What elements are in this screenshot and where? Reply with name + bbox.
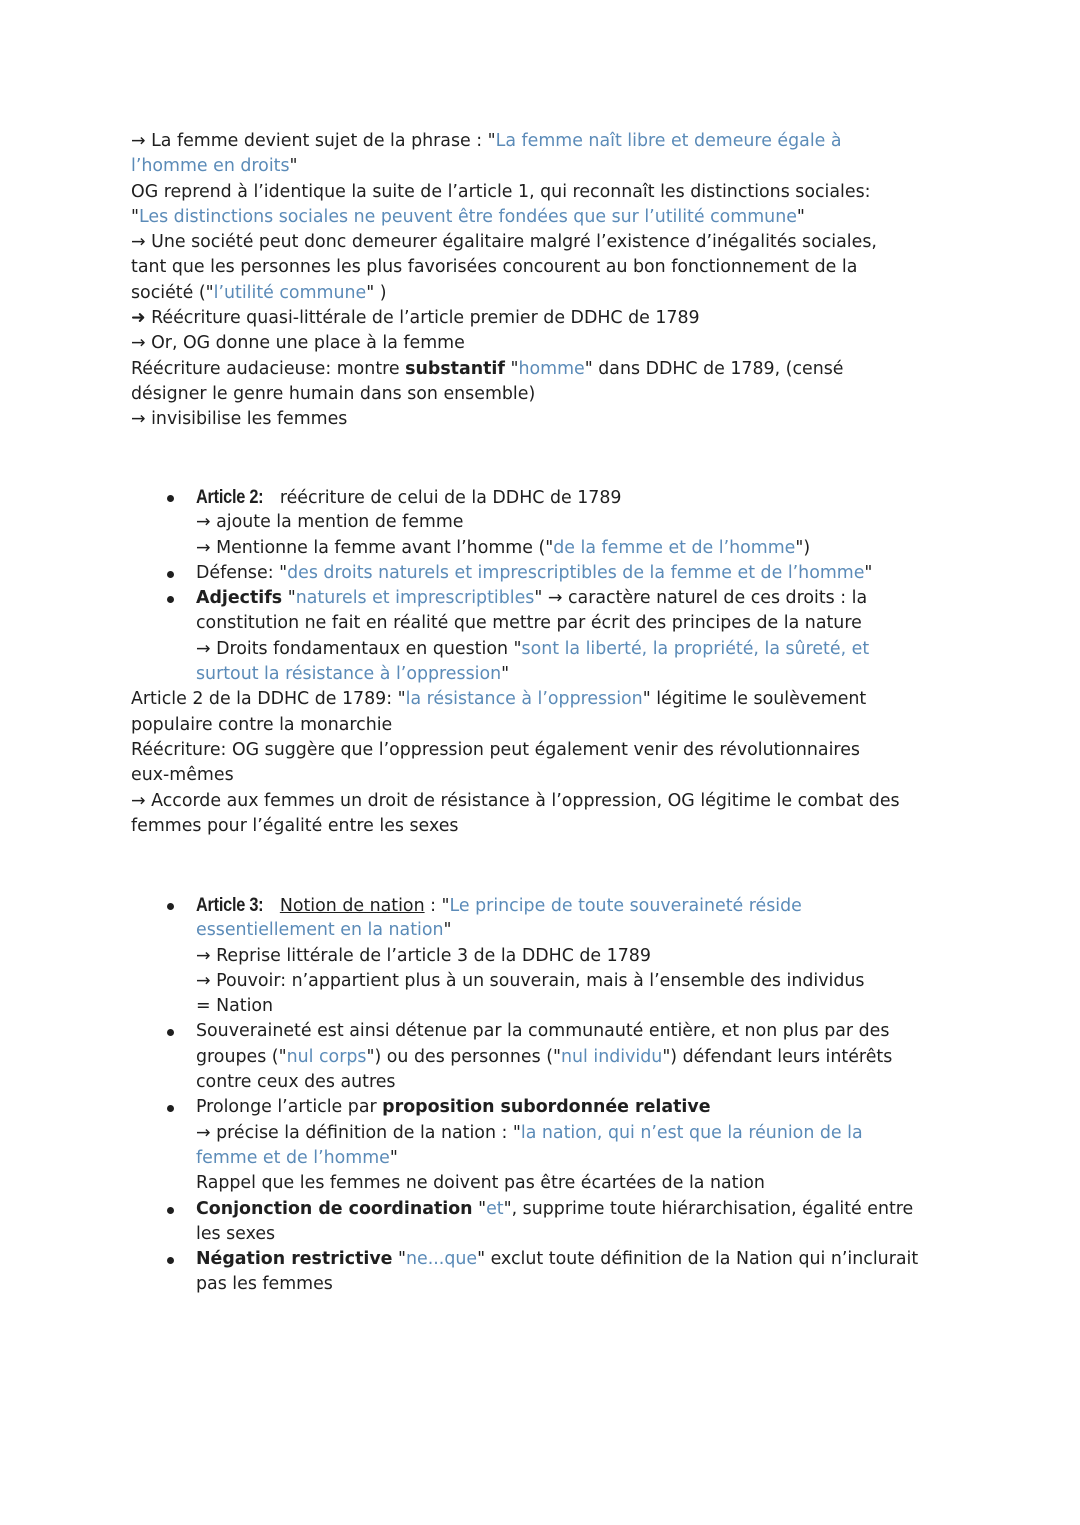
text-line [131,1146,961,1171]
text: ") défendant leurs intérêts [662,1046,893,1067]
text-line: → invisibilise les femmes [131,409,348,430]
bold-term: Conjonction de coordination [196,1198,473,1219]
text: " [501,664,510,685]
text-line: constitution ne fait en réalité que mettre par écrit des principes de la nature [196,613,862,634]
text: " ) [366,282,387,303]
text-line: → ajoute la mention de femme [196,512,464,533]
quote: des droits naturels et imprescriptibles de la femme et de l’homme [287,562,865,583]
bullet-icon [167,571,174,578]
text-line: populaire contre la monarchie [131,714,393,735]
text-line [131,129,961,154]
text: " exclut toute définition de la Nation qui n’inclurait [477,1249,919,1270]
quote: surtout la résistance à l’oppression [196,664,502,685]
text-line: contre ceux des autres [196,1072,396,1093]
text: Article 2 de la DDHC de 1789: " [131,689,406,710]
bullet-icon [167,1207,174,1214]
text: → précise la définition de la nation : " [196,1122,521,1143]
article-2-section [131,485,961,839]
text: " [472,1198,487,1219]
text-line: Rappel que les femmes ne doivent pas être écartées de la nation [196,1173,765,1194]
quote: et [486,1198,504,1219]
text: ") ou des personnes (" [366,1046,561,1067]
text: → La femme devient sujet de la phrase : " [131,131,496,151]
text: Défense: " [196,562,288,583]
quote: essentiellement en la nation [196,920,444,941]
text-line: ➜ Réécriture quasi-littérale de l’article premier de DDHC de 1789 [131,308,700,329]
bullet-item [131,1247,961,1272]
bullet-item [131,561,961,586]
text-line [131,205,961,230]
text-line: femmes pour l’égalité entre les sexes [131,815,459,836]
text: " légitime le soulèvement [642,689,867,710]
text-line: les sexes [196,1223,276,1244]
bullet-icon [167,903,174,910]
text-line: pas les femmes [196,1274,333,1295]
text: " dans DDHC de 1789, (censé [584,358,844,379]
text: société (" [131,282,214,303]
bullet-icon [167,495,174,502]
text: " [389,1147,398,1168]
text-line [131,154,961,179]
quote: naturels et imprescriptibles [295,588,535,609]
bullet-item [131,1095,961,1120]
text: groupes (" [196,1046,287,1067]
quote: l’homme en droits [131,156,290,177]
quote: la résistance à l’oppression [405,689,643,710]
text-line: → Pouvoir: n’appartient plus à un souverain, mais à l’ensemble des individus [196,970,865,991]
quote: ne...que [406,1249,478,1270]
text-line [131,662,961,687]
underlined-term: Notion de nation [279,896,425,916]
text: " [392,1249,407,1270]
text-line: → Or, OG donne une place à la femme [131,333,465,354]
bullet-icon [167,1029,174,1036]
text: : " [424,896,450,916]
text-line: → Accorde aux femmes un droit de résistance à l’oppression, OG légitime le combat des [131,790,900,811]
text-line: → Reprise littérale de l’article 3 de la DDHC de 1789 [196,945,651,966]
text-line: OG reprend à l’identique la suite de l’article 1, qui reconnaît les distinctions sociales: [131,181,871,202]
text-line [131,1045,961,1070]
text: " [282,588,296,609]
text: Souveraineté est ainsi détenue par la communauté entière, et non plus par des [196,1021,890,1042]
quote: nul corps [286,1046,367,1067]
text: " [289,156,298,177]
bullet-item [131,485,961,510]
text: Prolonge l’article par [196,1097,383,1118]
intro-section [131,129,961,433]
text-line [131,687,961,712]
bullet-icon [167,1105,174,1112]
text: → Mentionne la femme avant l’homme (" [196,537,554,558]
text-line [131,357,961,382]
bullet-item [131,1019,961,1044]
quote: Le principe de toute souveraineté réside [449,896,802,916]
quote: sont la liberté, la propriété, la sûreté, et [521,638,870,659]
quote: Les distinctions sociales ne peuvent être fondées que sur l’utilité commune [139,206,797,227]
bold-term: Négation restrictive [196,1249,393,1270]
bold-term: Adjectifs [196,588,283,609]
text: ", supprime toute hiérarchisation, égalité entre [503,1198,914,1219]
article-3-section [131,893,961,1298]
text-line: tant que les personnes les plus favorisées concourent au bon fonctionnement de la [131,257,858,278]
bold-term: proposition subordonnée relative [382,1097,711,1118]
text-line [131,637,961,662]
article-heading: Article 2: [196,487,264,508]
text-line: désigner le genre humain dans son ensemble) [131,383,536,404]
text-line [131,281,961,306]
article-heading: Article 3: [196,895,264,916]
text: réécriture de celui de la DDHC de 1789 [274,488,622,508]
quote: homme [518,358,585,379]
text: → Droits fondamentaux en question " [196,638,522,659]
quote: l’utilité commune [213,282,367,303]
quote: nul individu [561,1046,663,1067]
bullet-item [131,586,961,611]
text-line: = Nation [196,996,274,1017]
text-line: Réécriture: OG suggère que l’oppression peut également venir des révolutionnaires [131,739,860,760]
text-line: eux-mêmes [131,765,234,786]
text: ") [795,537,811,558]
quote: de la femme et de l’homme [553,537,796,558]
quote: la nation, qui n’est que la réunion de la [520,1122,863,1143]
quote: La femme naît libre et demeure égale à [495,131,842,151]
text-line [131,536,961,561]
text-line [131,918,961,943]
text: " [443,920,452,941]
text: " [864,562,873,583]
text: " [796,206,805,227]
text: Réécriture audacieuse: montre [131,358,406,379]
text: " → caractère naturel de ces droits : la [534,588,868,609]
bullet-item [131,1197,961,1222]
bullet-icon [167,1257,174,1264]
text: " [504,358,519,379]
text-line: → Une société peut donc demeurer égalitaire malgré l’existence d’inégalités sociales, [131,232,877,253]
text: " [131,206,139,227]
bullet-icon [167,596,174,603]
bullet-item [131,893,961,918]
quote: femme et de l’homme [196,1147,390,1168]
bold-term: substantif [405,358,505,379]
text-line [131,1121,961,1146]
